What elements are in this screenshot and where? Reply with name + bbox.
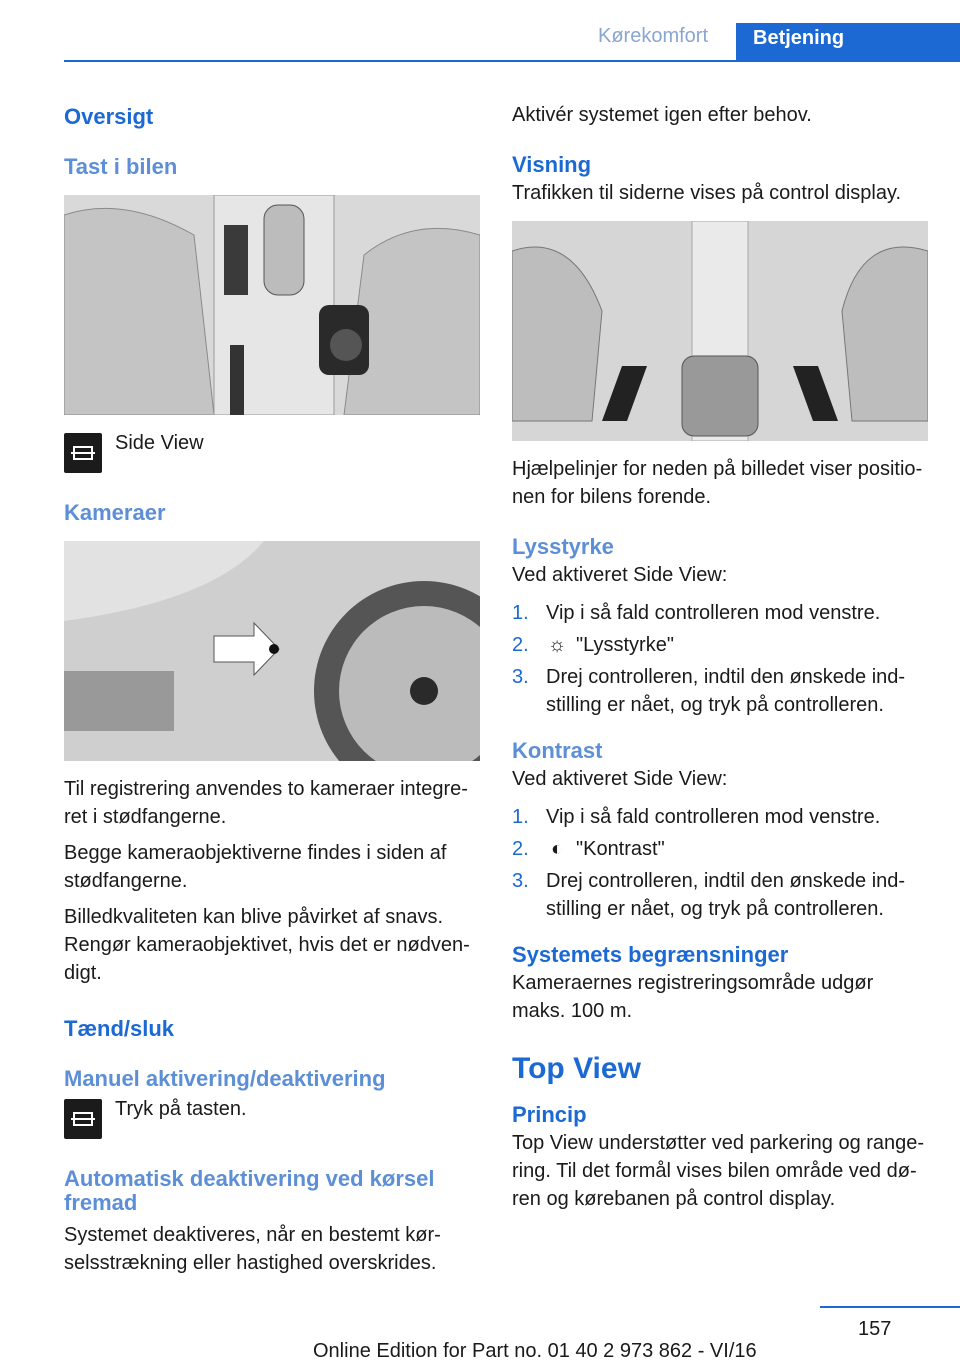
heading-automatisk: Automatisk deaktivering ved kørsel fremad: [64, 1166, 435, 1215]
camera-image: [64, 541, 480, 761]
heading-top-view: Top View: [512, 1052, 641, 1085]
visning-text: Trafikken til siderne vises på control display.: [512, 182, 902, 204]
heading-begraensninger: Systemets begrænsninger: [512, 942, 789, 967]
footer-edition: Online Edition for Part no. 01 40 2 973 862 - VI/16: [313, 1340, 757, 1362]
list-item: 1. Vip i så fald controlleren mod venstre.: [512, 602, 881, 624]
side-view-key: [64, 433, 480, 473]
list-item: 3. Drej controlleren, indtil den ønskede indstilling er nået, og tryk på controlleren.: [512, 870, 906, 920]
aktiver-text: Aktivér systemet igen efter behov.: [512, 104, 812, 126]
heading-visning: Visning: [512, 152, 592, 177]
tryk-text: Tryk på tasten.: [115, 1098, 247, 1120]
page-number: 157: [858, 1318, 892, 1340]
princip-text: Top View understøtter ved parkering og rangering. Til det formål vises bilen område ved døren og kørebanen på control display.: [512, 1132, 925, 1210]
header-tab-korekomfort[interactable]: Kørekomfort: [598, 25, 709, 47]
heading-kontrast: Kontrast: [512, 738, 603, 763]
lysstyrke-steps: [512, 599, 928, 719]
side-view-button-icon-2: [64, 1099, 102, 1139]
kameraer-text: [64, 775, 480, 987]
manuel-key: [64, 1099, 480, 1139]
footer-rule: [820, 1306, 960, 1308]
contrast-icon: ◐: [550, 838, 564, 860]
list-item: 2. ☼ "Lysstyrke": [512, 631, 928, 659]
side-view-button-icon: [64, 433, 102, 473]
kontrast-steps: [512, 803, 928, 923]
list-item: 1. Vip i så fald controlleren mod venstre.: [512, 806, 881, 828]
begraensninger-text: Kameraernes registreringsområde udgør maks. 100 m.: [512, 972, 874, 1022]
right-column: [512, 95, 928, 1213]
kameraer-para-2: Begge kameraobjektiverne findes i siden af stødfangerne.: [64, 842, 447, 892]
automatisk-text: Systemet deaktiveres, når en bestemt kørselsstrækning eller hastighed overskrides.: [64, 1224, 441, 1274]
kameraer-para-3: Billedkvaliteten kan blive påvirket af snavs. Rengør kameraobjektivet, hvis det er nødvendigt.: [64, 906, 470, 984]
list-item: 2. ◐ "Kontrast": [512, 835, 928, 863]
display-image: [512, 221, 928, 441]
brightness-icon: ☼: [547, 634, 567, 656]
heading-oversigt: Oversigt: [64, 104, 154, 129]
heading-kameraer: Kameraer: [64, 500, 166, 525]
console-image: [64, 195, 480, 415]
side-view-label: Side View: [115, 432, 204, 454]
left-column: [64, 95, 480, 1277]
heading-princip: Princip: [512, 1102, 587, 1127]
heading-lysstyrke: Lysstyrke: [512, 534, 614, 559]
kameraer-para-1: Til registrering anvendes to kameraer integreret i stødfangerne.: [64, 778, 468, 828]
heading-manuel: Manuel aktivering/deaktivering: [64, 1066, 386, 1091]
header-rule: [64, 60, 960, 62]
kontrast-intro: Ved aktiveret Side View:: [512, 768, 728, 790]
hjaelp-text: Hjælpelinjer for neden på billedet viser positionen for bilens forende.: [512, 458, 923, 508]
heading-tast-i-bilen: Tast i bilen: [64, 154, 178, 179]
lysstyrke-intro: Ved aktiveret Side View:: [512, 564, 728, 586]
header-tab-betjening[interactable]: Betjening: [736, 23, 960, 62]
heading-taend-sluk: Tænd/sluk: [64, 1016, 175, 1041]
list-item: 3. Drej controlleren, indtil den ønskede indstilling er nået, og tryk på controlleren.: [512, 666, 906, 716]
